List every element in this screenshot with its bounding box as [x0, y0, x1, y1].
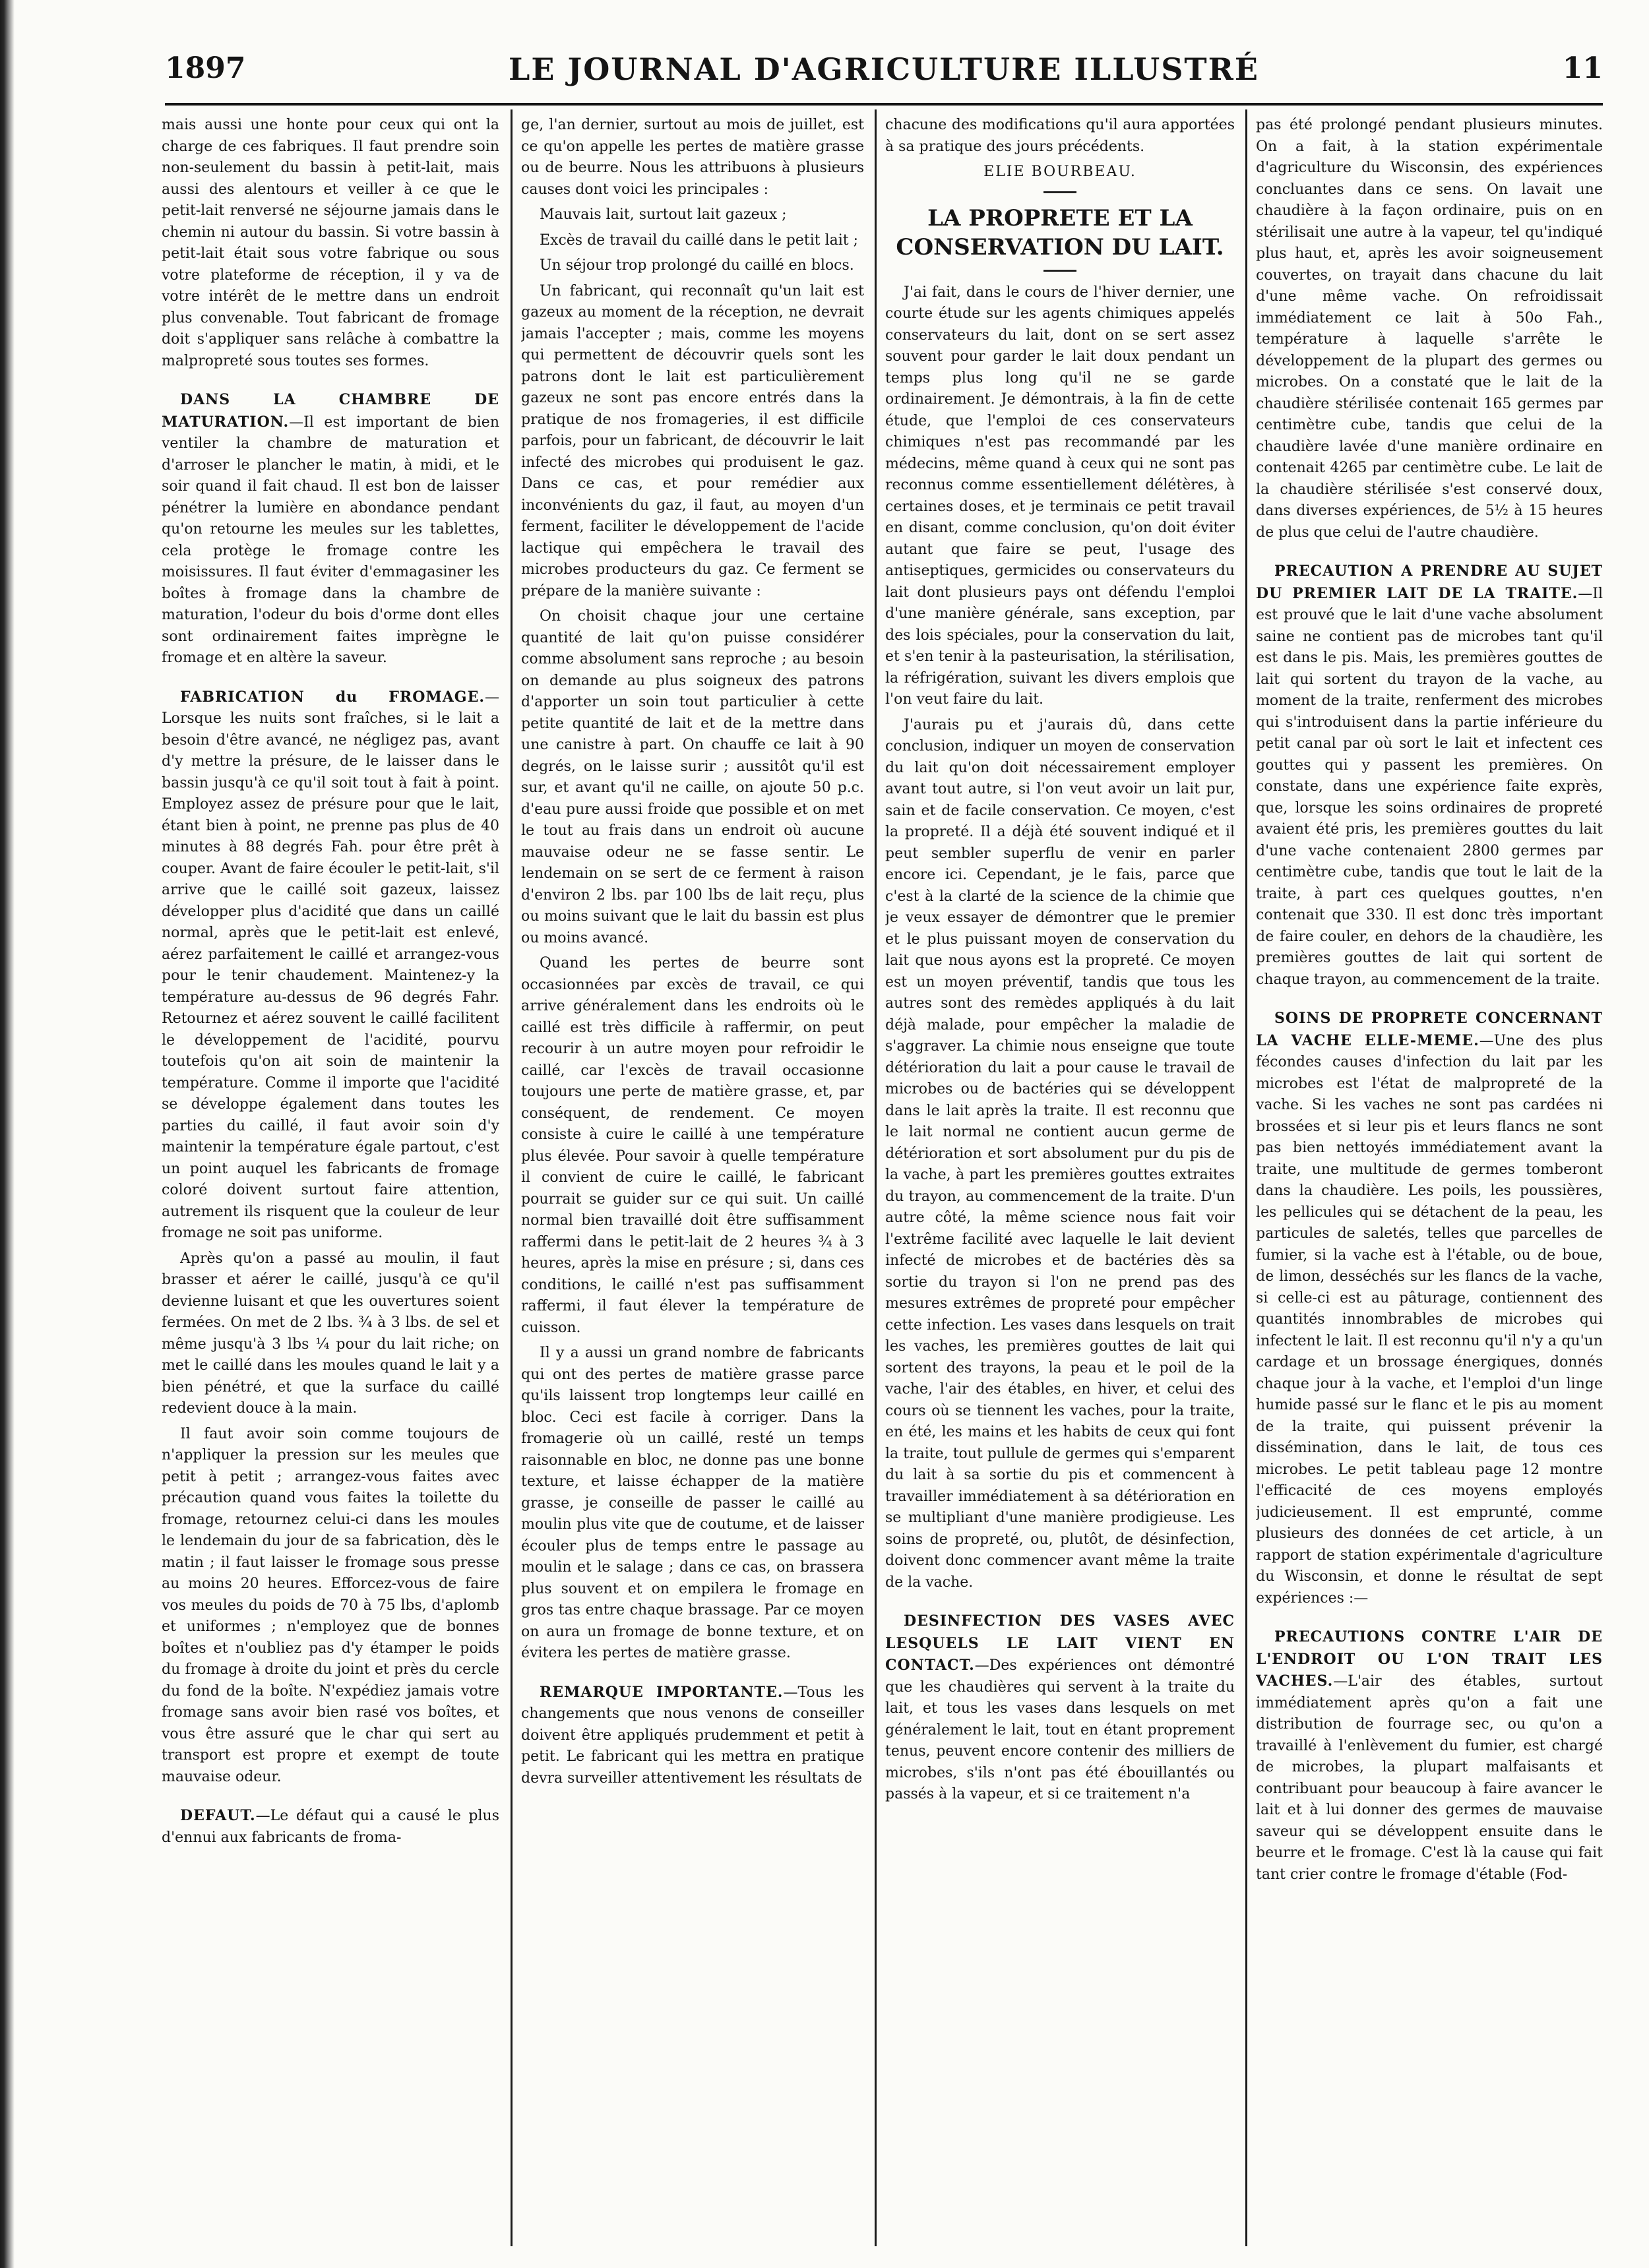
column-rule — [1245, 109, 1247, 2246]
separator — [1043, 270, 1076, 272]
column-2 — [521, 115, 864, 2245]
list-item: Excès de travail du caillé dans le petit lait ; — [540, 231, 859, 249]
paragraph: Il faut avoir soin comme toujours de n'appliquer la pression sur les meules que petit à petit ; arrangez-vous faites avec précaution quand vous faites la toilette du fromage, retournez celui-ci dans les moules le lendemain du jour de sa fabrication, dès le matin ; il faut laisser le fromage sous presse au moins 20 heures. Efforcez-vous de faire vos meules du poids de 70 à 75 lbs, d'aplomb et uniformes ; n'employez que de bonnes boîtes et n'oubliez pas d'y étamper le poids du fromage à droite du joint et près du cercle du fond de la boîte. N'expédiez jamais votre fromage sans avoir bien rasé vos boîtes, et vous être assuré que le char qui sert au transport est propre et exempt de toute mauvaise odeur. — [162, 1425, 499, 1785]
paragraph: mais aussi une honte pour ceux qui ont la charge de ces fabriques. Il faut prendre soin non-seulement du bassin à petit-lait, mais aussi des alentours et veiller à ce que le petit-lait renversé ne séjourne jamais dans le chemin ni autour du bassin. Si votre bassin à petit-lait était sous votre fabrique ou sous votre plateforme de réception, il y va de votre intérêt de le mettre dans un endroit plus convenable. Tout fabricant de fromage doit s'appliquer sans relâche à combattre la malpropreté sous toutes ses formes. — [162, 117, 499, 369]
section — [521, 1682, 864, 1790]
section-heading: SOINS DE PROPRETE CONCERNANT LA VACHE ELLE-MEME. — [1256, 1010, 1603, 1049]
column-rule — [875, 109, 877, 2246]
section-body: —Lorsque les nuits sont fraîches, si le lait a besoin d'être avancé, ne négligez pas, avant d'y mettre la présure, de le laisser dans le bassin jusqu'à ce qu'il soit tout à fait à point. Employez assez de présure pour que le lait, étant bien à point, ne prenne pas plus de 40 minutes à 88 degrés Fah. pour être prêt à couper. Avant de faire écouler le petit-lait, s'il arrive que le caillé soit gazeux, laissez développer plus d'acidité que dans un caillé normal, après que le petit-lait est enlevé, aérez parfaitement le caillé et arrangez-vous pour le tenir chaudement. Maintenez-y la température au-dessus de 96 degrés Fahr. Retournez et aérez souvent le caillé facilitent le développement de l'acidité, pourvu toutefois qu'on ait soin de maintenir la température. Comme il importe que l'acidité se développe également dans toutes les parties du caillé, il faut avoir soin d'y maintenir la température égale partout, c'est un point auquel les fabricants de fromage coloré doivent surtout faire attention, autrement ils risquent que la couleur de leur fromage ne soit pas uniforme. — [162, 689, 499, 1241]
section-heading: FABRICATION du FROMAGE. — [180, 688, 485, 706]
section-body: —Le défaut qui a causé le plus d'ennui aux fabricants de froma- — [162, 1808, 499, 1846]
header-rule — [165, 103, 1603, 106]
section-heading: REMARQUE IMPORTANTE. — [540, 1683, 784, 1701]
journal-title: LE JOURNAL D'AGRICULTURE ILLUSTRÉ — [509, 51, 1259, 87]
paragraph: Quand les pertes de beurre sont occasionnées par excès de travail, ce qui arrive généralement dans les endroits où le caillé est très difficile à raffermir, on peut recourir à un autre moyen pour refroidir le caillé, car l'excès de travail occasionne toujours une perte de matière grasse, et, par conséquent, de rendement. Ce moyen consiste à cuire le caillé à une température plus élevée. Pour savoir à quelle température il convient de cuire le caillé, le fabricant pourrait se guider sur ce qui suit. Un caillé normal bien travaillé doit être suffisamment raffermi dans le petit-lait de 2 heures ¾ à 3 heures, après la mise en présure ; si, dans ces conditions, le caillé n'est pas suffisamment raffermi, il faut élever la température de cuisson. — [521, 955, 864, 1336]
paragraph: Un fabricant, qui reconnaît qu'un lait est gazeux au moment de la réception, ne devrait jamais l'accepter ; mais, comme les moyens qui permettent de découvrir quels sont les patrons dont le lait est particulièrement gazeux ne sont pas encore entrés dans la pratique de nos fromageries, il est difficile parfois, pour un fabricant, de découvrir le lait infecté des microbes qui produisent le gaz. Dans ce cas, et pour remédier aux inconvénients du gaz, il faut, au moyen d'un ferment, faciliter le développement de l'acide lactique qui empêchera le travail des microbes producteurs du gaz. Ce ferment se prépare de la manière suivante : — [521, 282, 864, 599]
header-year: 1897 — [165, 51, 246, 85]
page-header — [165, 51, 1603, 98]
article-title: LA PROPRETE ET LA CONSERVATION DU LAIT. — [896, 204, 1224, 261]
list-item: Un séjour trop prolongé du caillé en blocs. — [540, 257, 854, 274]
list-item: Mauvais lait, surtout lait gazeux ; — [540, 206, 787, 223]
section — [1256, 1626, 1603, 1885]
section-body: —Il est important de bien ventiler la chambre de maturation et d'arroser le plancher le matin, à midi, et le soir quand il fait chaud. Il est bon de laisser pénétrer la lumière en abondance pendant qu'on retourne les meules sur les tablettes, cela protège le fromage contre les moisissures. Il faut éviter d'emmagasiner les boîtes à fromage dans la chambre de maturation, l'odeur du bois d'orme dont elles sont ordinairement faites imprègne le fromage et en altère la saveur. — [162, 414, 499, 666]
section-heading: DESINFECTION DES VASES AVEC LESQUELS LE LAIT VIENT EN CONTACT. — [885, 1612, 1235, 1674]
paragraph: pas été prolongé pendant plusieurs minutes. On a fait, à la station expérimentale d'agriculture du Wisconsin, des expériences concluantes dans ce sens. On lavait une chaudière à la façon ordinaire, puis on en stérilisait une autre à la vapeur, tel qu'indiqué plus haut, et, après les avoir soigneusement couvertes, on trayait dans chacune du lait d'une même vache. On refroidissait immédiatement ce lait à 50o Fah., température à laquelle s'arrête le développement de la plupart des germes ou microbes. On a constaté que le lait de la chaudière stérilisée contenait 165 germes par centimètre cube, tandis que celui de la chaudière lavée d'une manière ordinaire en contenait 4265 par centimètre cube. Le lait de la chaudière stérilisée s'est conservé doux, dans diverses expériences, de 5½ à 15 heures de plus que celui de l'autre chaudière. — [1256, 117, 1603, 541]
paragraph: chacune des modifications qu'il aura apportées à sa pratique des jours précédents. — [885, 117, 1235, 155]
paragraph: J'ai fait, dans le cours de l'hiver dernier, une courte étude sur les agents chimiques appelés conservateurs du lait, dont on se sert assez souvent pour garder le lait doux pendant un temps plus long qu'il ne se garde ordinairement. Je démontrais, à la fin de cette étude, que l'emploi de ces conservateurs chimiques n'est pas recommandé par les médecins, même quand à ceux qui ne sont pas reconnus comme essentiellement délétères, à certaines doses, et je terminais ce petit travail en disant, comme conclusion, qu'on doit éviter autant que faire se peut, l'usage des antiseptiques, germicides ou conservateurs du lait dont plusieurs pays ont défendu l'emploi d'une manière générale, sans exception, par des lois spéciales, pour la conservation du lait, et s'en tenir à la pasteurisation, la stérilisation, la réfrigération, suivant les divers emplois que l'on veut faire du lait. — [885, 284, 1235, 708]
paragraph: Après qu'on a passé au moulin, il faut brasser et aérer le caillé, jusqu'à ce qu'il devienne luisant et que les ouvertures soient fermées. On met de 2 lbs. ¾ à 3 lbs. de sel et même jusqu'à 3 lbs ¼ pour du lait riche; on met le caillé dans les moules quand le lait y a bien pénétré, et que la surface du caillé redevient douce à la main. — [162, 1250, 499, 1417]
column-1 — [162, 115, 499, 2245]
scan-binding-edge — [0, 0, 15, 2268]
column-4 — [1256, 115, 1603, 2245]
paragraph: J'aurais pu et j'aurais dû, dans cette conclusion, indiquer un moyen de conservation du lait qu'on doit nécessairement employer avant tout autre, si l'on veut avoir un lait pur, sain et de facile conservation. Ce moyen, c'est la propreté. Il a déjà été souvent indiqué et il peut sembler superflu de venir en parler encore ici. Cependant, je le fais, parce que c'est à la clarté de la science de la chimie que je veux essayer de démontrer que le premier et le plus puissant moyen de conservation du lait que nous ayons est la propreté. Ce moyen est un moyen préventif, tandis que tous les autres sont des remèdes appliqués à du lait déjà malade, pour empêcher la maladie de s'aggraver. La chimie nous enseigne que toute détérioration du lait a pour cause le travail de microbes ou de bactéries qui se développent dans le lait après la traite. Il est reconnu que le lait normal ne contient aucun germe de détérioration et sort absolument pur du pis de la vache, à part les premières gouttes extraites du trayon, au commencement de la traite. D'un autre côté, la même science nous fait voir l'extrême facilité avec laquelle le lait devient infecté de microbes et de bactéries dès sa sortie du trayon si l'on ne prend pas des mesures extrêmes de propreté pour empêcher cette infection. Les vases dans lesquels on trait les vaches, les premières gouttes de lait qui sortent des trayons, la peau et le poil de la vache, l'air des étables, en hiver, et celui des cours où se tiennent les vaches, pour la traite, en été, les mains et les habits de ceux qui font la traite, tout pullule de germes qui s'emparent du lait à sa sortie du pis et commencent à travailler immédiatement à sa détérioration en se multipliant d'une manière prodigieuse. Les soins de propreté, ou, plutôt, de désinfection, doivent donc commencer avant même la traite de la vache. — [885, 716, 1235, 1591]
section-heading: PRECAUTION A PRENDRE AU SUJET DU PREMIER LAIT DE LA TRAITE. — [1256, 563, 1603, 602]
section-heading: PRECAUTIONS CONTRE L'AIR DE L'ENDROIT OU L'ON TRAIT LES VACHES. — [1256, 1628, 1603, 1690]
section — [162, 389, 499, 669]
section-heading: DEFAUT. — [180, 1807, 256, 1824]
section-body: —Des expériences ont démontré que les chaudières qui servent à la traite du lait, et tous les vases dans lesquels on met généralement le lait, tout en étant proprement tenus, peuvent encore contenir des milliers de microbes, s'ils n'ont pas été ébouillantés ou passés à la vapeur, et si ce traitement n'a — [885, 1657, 1235, 1802]
causes-list — [521, 204, 864, 277]
section — [885, 1610, 1235, 1806]
column-3 — [885, 115, 1235, 2245]
section — [162, 687, 499, 1244]
paragraph: ge, l'an dernier, surtout au mois de juillet, est ce qu'on appelle les pertes de matière grasse ou de beurre. Nous les attribuons à plusieurs causes dont voici les principales : — [521, 117, 864, 198]
section-body: —Tous les changements que nous venons de conseiller doivent être appliqués prudemment et petit à petit. Le fabricant qui les mettra en pratique devra surveiller attentivement les résultats de — [521, 1684, 864, 1787]
author-signature: ELIE BOURBEAU. — [983, 164, 1136, 180]
section — [1256, 561, 1603, 991]
paragraph: On choisit chaque jour une certaine quantité de lait qu'on puisse considérer comme absolument sans reproche ; au besoin on demande au plus soigneux des patrons d'apporter un soin tout particulier à cette petite quantité de lait et de la mettre dans une canistre à part. On chauffe ce lait à 90 degrés, on le laisse surir ; aussitôt qu'il est sur, et avant qu'il ne caille, on ajoute 50 p.c. d'eau pure aussi froide que possible et on met le tout au frais dans un endroit où aucune mauvaise odeur ne se fasse sentir. Le lendemain on se sert de ce ferment à raison d'environ 2 lbs. par 100 lbs de lait reçu, plus ou moins suivant que le lait du bassin est plus ou moins avancé. — [521, 608, 864, 946]
paragraph: Il y a aussi un grand nombre de fabricants qui ont des pertes de matière grasse parce qu'ils laissent trop longtemps leur caillé en bloc. Ceci est facile à corriger. Dans la fromagerie où un caillé, resté un temps raisonnable en bloc, ne donne pas une bonne texture, et laisse échapper de la matière grasse, je conseille de passer le caillé au moulin plus vite que de coutume, et de laisser écouler plus de temps entre le passage au moulin et le salage ; dans ce cas, on brassera plus souvent et on empilera le fromage en gros tas entre chaque brassage. Par ce moyen on aura un fromage de bonne texture, et on évitera les pertes de matière grasse. — [521, 1345, 864, 1661]
section-body: —L'air des étables, surtout immédiatement après qu'on a fait une distribution de fourrage sec, ou qu'on a travaillé à l'enlèvement du fumier, est chargé de microbes, la plupart malfaisants et contribuant pour beaucoup à faire avancer le lait et à lui donner des germes de mauvaise saveur qui se développent ensuite dans le beurre et le fromage. C'est là la cause qui fait tant crier contre le fromage d'étable (Fod- — [1256, 1673, 1603, 1883]
section — [1256, 1008, 1603, 1609]
section-heading: DANS LA CHAMBRE DE MATURATION. — [162, 391, 499, 431]
separator — [1043, 191, 1076, 193]
column-rule — [511, 109, 513, 2246]
section-body: —Une des plus fécondes causes d'infection du lait par les microbes est l'état de malpropreté de la vache. Si les vaches ne sont pas cardées ni brossées et si leur pis et leurs flancs ne sont pas bien nettoyés immédiatement avant la traite, une multitude de germes tomberont dans la chaudière. Les poils, les poussières, les pellicules qui se détachent de la peau, les particules de saletés, telles que parcelles de fumier, si la vache est à l'étable, ou de boue, de limon, desséchés sur les flancs de la vache, si celle-ci est au pâturage, contiennent des quantités innombrables de microbes qui infectent le lait. Il est reconnu qu'il n'y a qu'un cardage et un brossage énergiques, donnés chaque jour à la vache, et l'emploi d'un linge humide passé sur le flanc et le pis au moment de la traite, qui puissent prévenir la dissémination, dans le lait, de tous ces microbes. Le petit tableau page 12 montre l'efficacité de ces moyens employés judicieusement. Il est emprunté, comme plusieurs des données de cet article, à un rapport de station expérimentale d'agriculture du Wisconsin, et donne le résultat de sept expériences :— — [1256, 1032, 1603, 1607]
section-body: —Il est prouvé que le lait d'une vache absolument saine ne contient pas de microbes tant qu'il est dans le pis. Mais, les premières gouttes de lait qui sortent du trayon de la vache, au moment de la traite, renferment des microbes qui s'introduisent dans la partie inférieure du petit canal par où sort le lait et infectent ces gouttes qui y passent les premières. On constate, dans une expérience faite exprès, que, lorsque les soins ordinaires de propreté avaient été pris, les premières gouttes du lait d'une vache contenaient 2800 germes par centimètre cube, tandis que tout le lait de la traite, à part ces quelques gouttes, n'en contenait que 330. Il est donc très important de faire couler, en dehors de la chaudière, les premières gouttes de lait qui sortent de chaque trayon, au commencement de la traite. — [1256, 585, 1603, 988]
section — [162, 1805, 499, 1849]
page-number: 11 — [1562, 51, 1603, 85]
